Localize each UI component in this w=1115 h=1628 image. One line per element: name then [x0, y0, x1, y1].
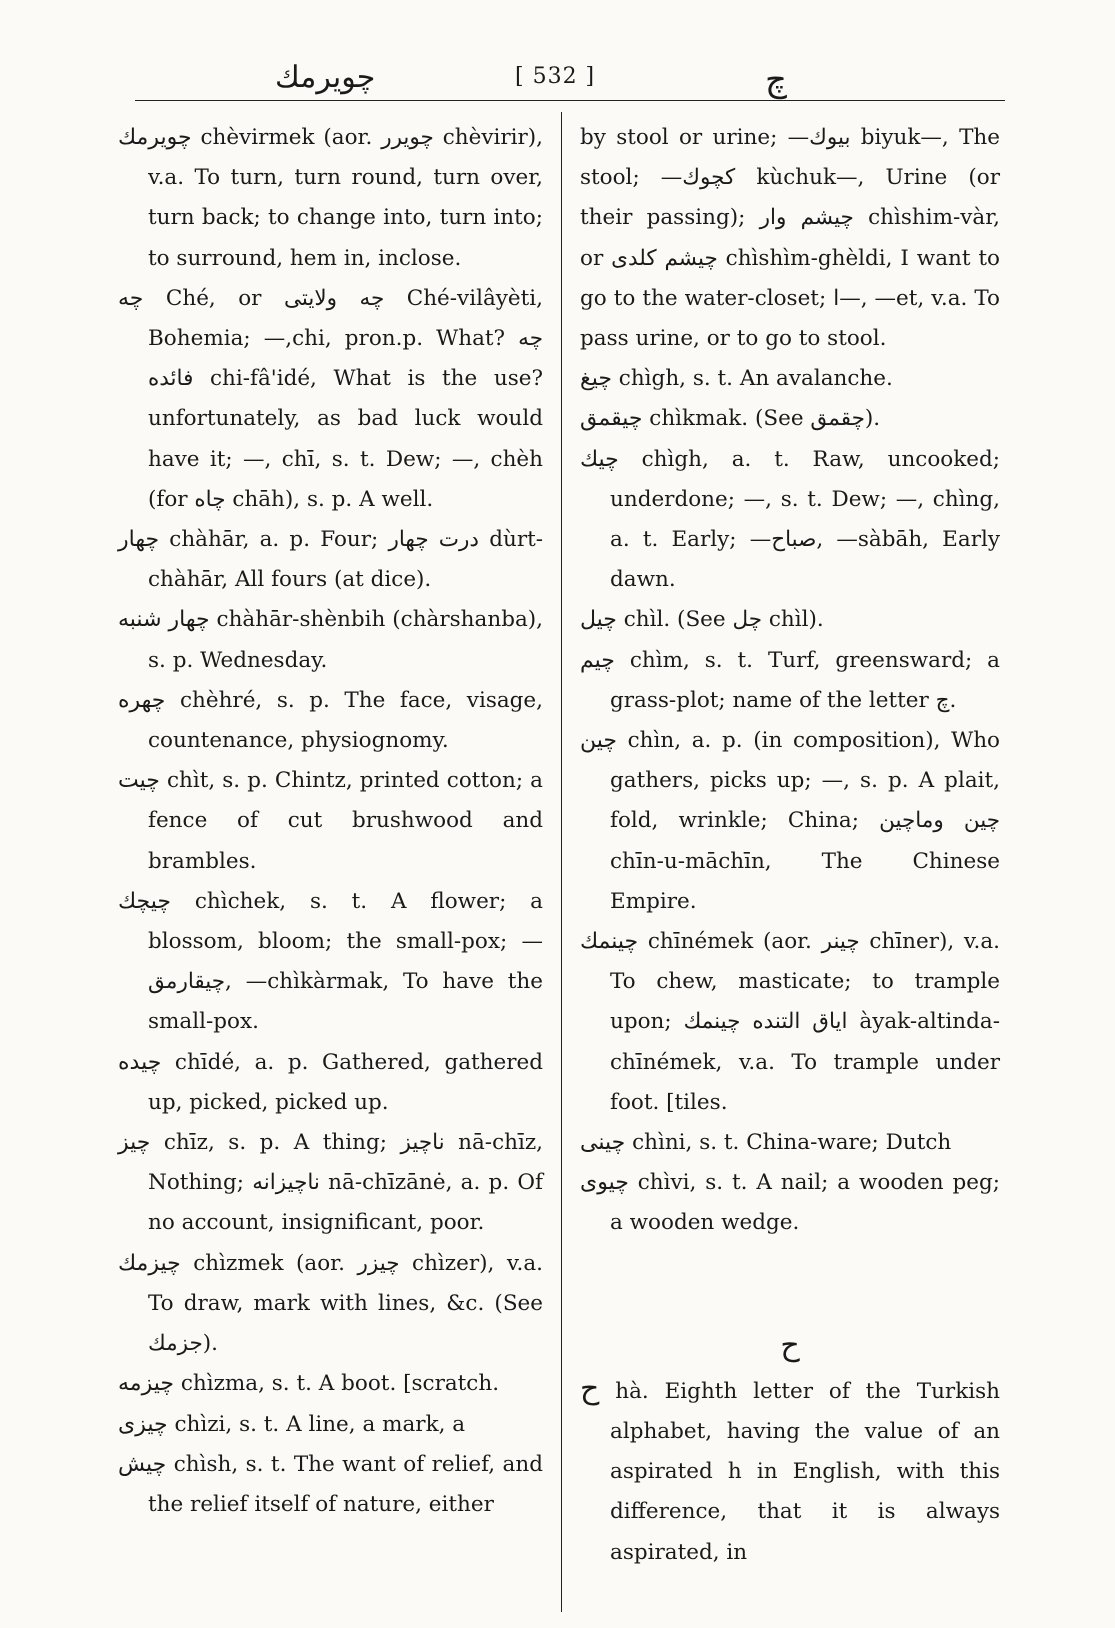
entry-continuation: by stool or urine; —بيوك biyuk—, The stool; —كچوك kùchuk—, Urine (or their passing); چيشم وار chìshim-vàr, or چيشم كلدى chìshìm-ghèldi, I want to go to the water-closet; ا—, —et, v.a. To pass urine, or to go to stool.: [580, 125, 1000, 352]
entry: چيده chīdé, a. p. Gathered, gathered up, picked, picked up.: [118, 1049, 544, 1115]
entry: چينمك chīnémek (aor. چينر chīner), v.a. To chew, masticate; to trample upon; اياق التنده چينمك àyak-altinda-chīnémek, v.a. To trample under foot. [tiles.: [580, 929, 1001, 1115]
entry: چينى chìni, s. t. China-ware; Dutch: [580, 1130, 952, 1156]
header-rule: [135, 100, 1005, 101]
page-header: [135, 60, 1005, 100]
entry: چيش chìsh, s. t. The want of relief, and the relief itself of nature, either: [118, 1451, 543, 1517]
page-number: [ 532 ]: [515, 64, 596, 89]
entry: چيك chìgh, a. t. Raw, uncooked; underdone; —, s. t. Dew; —, chìng, a. t. Early; —صباح, —sàbāh, Early dawn.: [580, 446, 1000, 593]
entry: چيغ chìgh, s. t. An avalanche.: [580, 366, 893, 392]
entry: چيزمه chìzma, s. t. A boot. [scratch.: [118, 1371, 500, 1397]
running-head-word: چويرمك: [275, 60, 376, 95]
entry: چه Ché, or چه ولايتى Ché-vilâyèti, Bohemia; —,chi, pron.p. What? چه فائده chi-fâ'idé, What is the use? unfortunately, as bad luck would have it; —, chī, s. t. Dew; —, chèh (for چاه chāh), s. p. A well.: [118, 285, 543, 512]
entry: چيقمق chìkmak. (See چقمق).: [580, 406, 881, 432]
entry: چيزى chìzi, s. t. A line, a mark, a: [118, 1411, 466, 1437]
entry: چيچك chìchek, s. t. A flower; a blossom, bloom; the small-pox; —چيقارمق, —chìkàrmak, To have the small-pox.: [118, 888, 543, 1035]
entry: چيل chìl. (See چل chìl).: [580, 607, 824, 633]
running-head-letter: چ: [765, 60, 787, 100]
entry: چيزمك chìzmek (aor. چيزر chìzer), v.a. To draw, mark with lines, &c. (See جزمك).: [118, 1250, 543, 1357]
entry: چيوى chìvi, s. t. A nail; a wooden peg; a wooden wedge.: [580, 1170, 1000, 1236]
entry: چهره chèhré, s. p. The face, visage, countenance, physiognomy.: [118, 687, 543, 754]
entry: ح hà. Eighth letter of the Turkish alphabet, having the value of an aspirated h in English, with this difference, that it is always aspirated, in: [580, 1370, 1000, 1565]
right-column: [580, 118, 1000, 1573]
entry: چيم chìm, s. t. Turf, greensward; a grass-plot; name of the letter چ.: [580, 647, 1000, 713]
entry: چيت chìt, s. p. Chintz, printed cotton; a fence of cut brushwood and brambles.: [118, 768, 543, 874]
section-heading: ح: [780, 1327, 800, 1363]
column-divider: [561, 112, 562, 1612]
entry: چهار شنبه chàhār-shènbih (chàrshanba), s. p. Wednesday.: [118, 607, 543, 673]
entry: چيز chīz, s. p. A thing; ناچيز nā-chīz, Nothing; ناچيزانه nā-chīzānė, a. p. Of no account, insignificant, poor.: [118, 1130, 543, 1236]
entry: چين chìn, a. p. (in composition), Who gathers, picks up; —, s. p. A plait, fold, wrinkle; China; چين وماچين chīn-u-māchīn, The Chinese Empire.: [580, 728, 1000, 914]
entry: چويرمك chèvirmek (aor. چويرر chèvirir), v.a. To turn, turn round, turn over, turn back; to change into, turn into; to surround, hem in, inclose.: [118, 125, 544, 271]
left-column: [118, 118, 543, 1525]
entry: چهار chàhār, a. p. Four; درت چهار dùrt-chàhār, All fours (at dice).: [118, 527, 543, 593]
